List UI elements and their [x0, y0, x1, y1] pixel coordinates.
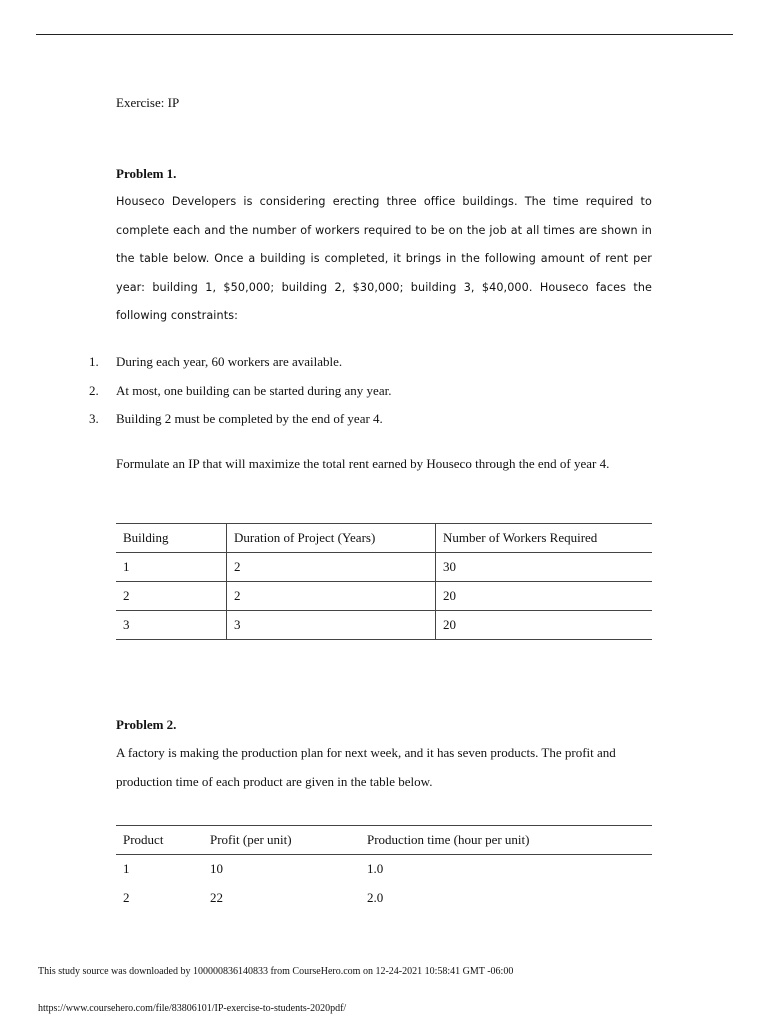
problem1-formulate: Formulate an IP that will maximize the total rent earned by Houseco through the end of year 4.	[116, 456, 610, 471]
problem1-intro: Houseco Developers is considering erecting three office buildings. The time required to complete each and the number of workers required to be on the job at all times are shown in the table below. Once a building is completed, it brings in the following amount of rent per year: building 1, $50,000; building 2, $30,000; building 3, $40,000. Houseco faces the following constraints:	[116, 195, 652, 322]
list-item	[89, 405, 649, 434]
table-cell: 2.0	[367, 890, 384, 905]
download-source-note: This study source was downloaded by 100000836140833 from CourseHero.com on 12-24-2021 10:58:41 GMT -06:00	[38, 966, 514, 977]
table-header-cell: Production time (hour per unit)	[360, 826, 652, 855]
constraints-list	[89, 348, 649, 434]
table-cell: 2	[227, 553, 436, 582]
list-text: During each year, 60 workers are available.	[116, 354, 343, 369]
source-url[interactable]: https://www.coursehero.com/file/83806101/IP-exercise-to-students-2020pdf/	[38, 1003, 347, 1014]
list-number: 3.	[89, 411, 99, 426]
table-cell: 3	[116, 611, 227, 640]
table-row	[116, 884, 652, 913]
buildings-table	[116, 523, 652, 640]
list-text: Building 2 must be completed by the end of year 4.	[116, 411, 383, 426]
table-row	[116, 855, 652, 884]
table-cell: 2	[227, 582, 436, 611]
problem2-heading: Problem 2.	[116, 717, 177, 732]
table-cell: 22	[210, 890, 223, 905]
products-table	[116, 825, 652, 913]
list-item	[89, 377, 649, 406]
table-cell: 20	[436, 611, 653, 640]
table-cell: 2	[123, 890, 130, 905]
table-row	[116, 582, 652, 611]
problem2-text: A factory is making the production plan for next week, and it has seven products. The profit and production time of each product are given in the table below.	[116, 745, 616, 789]
table-cell: 10	[210, 861, 223, 877]
table-cell: 30	[436, 553, 653, 582]
table-row	[116, 611, 652, 640]
table-cell: 20	[436, 582, 653, 611]
top-rule	[36, 34, 733, 35]
list-number: 1.	[89, 354, 99, 369]
table-header-cell: Product	[116, 826, 203, 855]
table-header-cell: Profit (per unit)	[203, 826, 360, 855]
table-header-row	[116, 524, 652, 553]
list-item	[89, 348, 649, 377]
table-cell: 1	[116, 553, 227, 582]
table-row	[116, 553, 652, 582]
table-header-cell: Building	[123, 530, 169, 545]
table-cell: 1	[123, 861, 130, 877]
table-cell: 3	[227, 611, 436, 640]
table-header-row	[116, 826, 652, 855]
table-header-cell: Number of Workers Required	[436, 524, 653, 553]
problem1-heading: Problem 1.	[116, 166, 177, 181]
table-cell: 1.0	[367, 861, 384, 877]
exercise-title: Exercise: IP	[116, 95, 180, 110]
table-cell: 2	[116, 582, 227, 611]
list-number: 2.	[89, 382, 99, 398]
list-text: At most, one building can be started during any year.	[116, 382, 392, 398]
table-header-cell: Duration of Project (Years)	[227, 524, 436, 553]
